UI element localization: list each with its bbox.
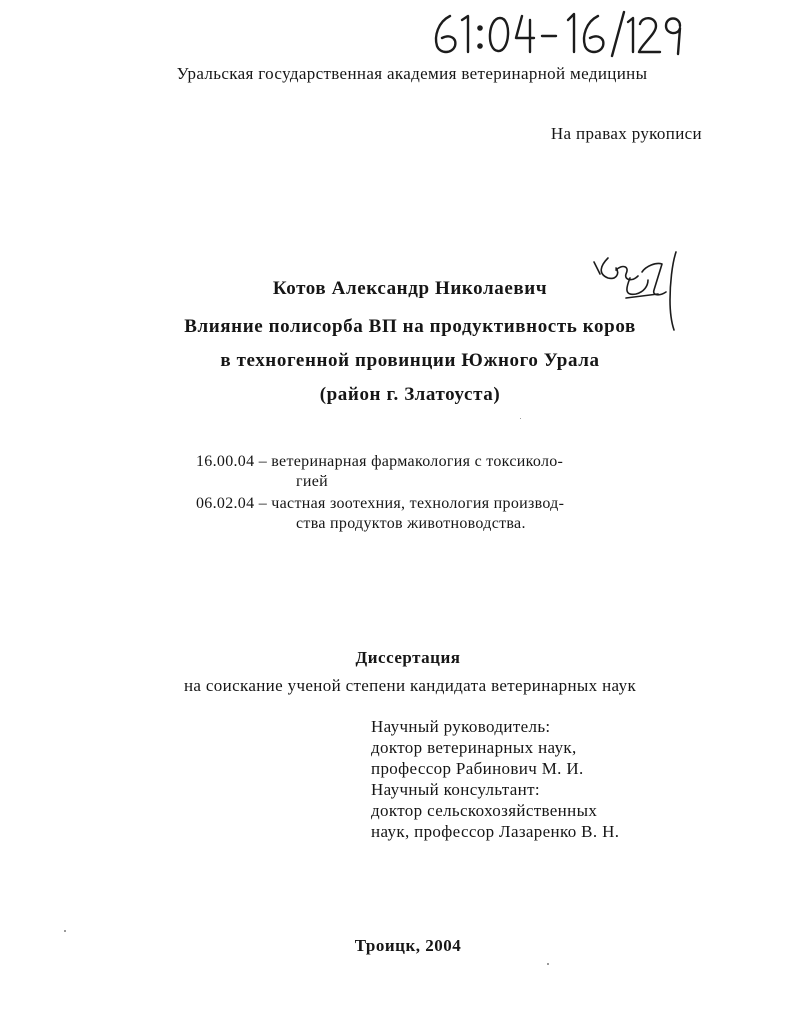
specialties-list (196, 452, 666, 534)
specialty-line-continued: ства продуктов животноводства. (296, 515, 526, 532)
author-name: Котов Александр Николаевич (272, 278, 548, 299)
scan-speck (520, 418, 521, 419)
dissertation-title (0, 310, 792, 412)
supervisor-line: Научный руководитель: (371, 717, 551, 736)
specialty-line-continued: гией (296, 473, 328, 490)
handwritten-number-drawing (428, 6, 688, 62)
consultant-line: наук, профессор Лазаренко В. Н. (371, 822, 620, 841)
academy-name: Уральская государственная академия ветеринарной медицины (176, 64, 648, 83)
scan-speck (547, 963, 549, 965)
supervisors-block (371, 716, 619, 842)
consultant-line: доктор сельскохозяйственных (371, 801, 598, 820)
supervisor-line: доктор ветеринарных наук, (371, 738, 577, 757)
specialty-item (196, 452, 666, 492)
degree-statement: на соискание ученой степени кандидата ветеринарных наук (183, 676, 637, 695)
document-type: Диссертация (355, 648, 461, 667)
title-line: (район г. Златоуста) (319, 384, 501, 405)
title-line: в техногенной провинции Южного Урала (220, 350, 600, 371)
handwritten-catalog-number (428, 6, 688, 62)
manuscript-rights-note: На правах рукописи (550, 124, 702, 143)
specialty-line: 06.02.04 – частная зоотехния, технология производ- (196, 495, 565, 512)
title-line: Влияние полисорба ВП на продуктивность коров (184, 316, 636, 337)
supervisor-line: профессор Рабинович М. И. (371, 759, 584, 778)
specialty-item (196, 494, 666, 534)
specialty-line: 16.00.04 – ветеринарная фармакология с токсиколо- (196, 453, 564, 470)
consultant-line: Научный консультант: (371, 780, 540, 799)
city-and-year: Троицк, 2004 (354, 936, 462, 955)
scan-speck (64, 930, 66, 932)
